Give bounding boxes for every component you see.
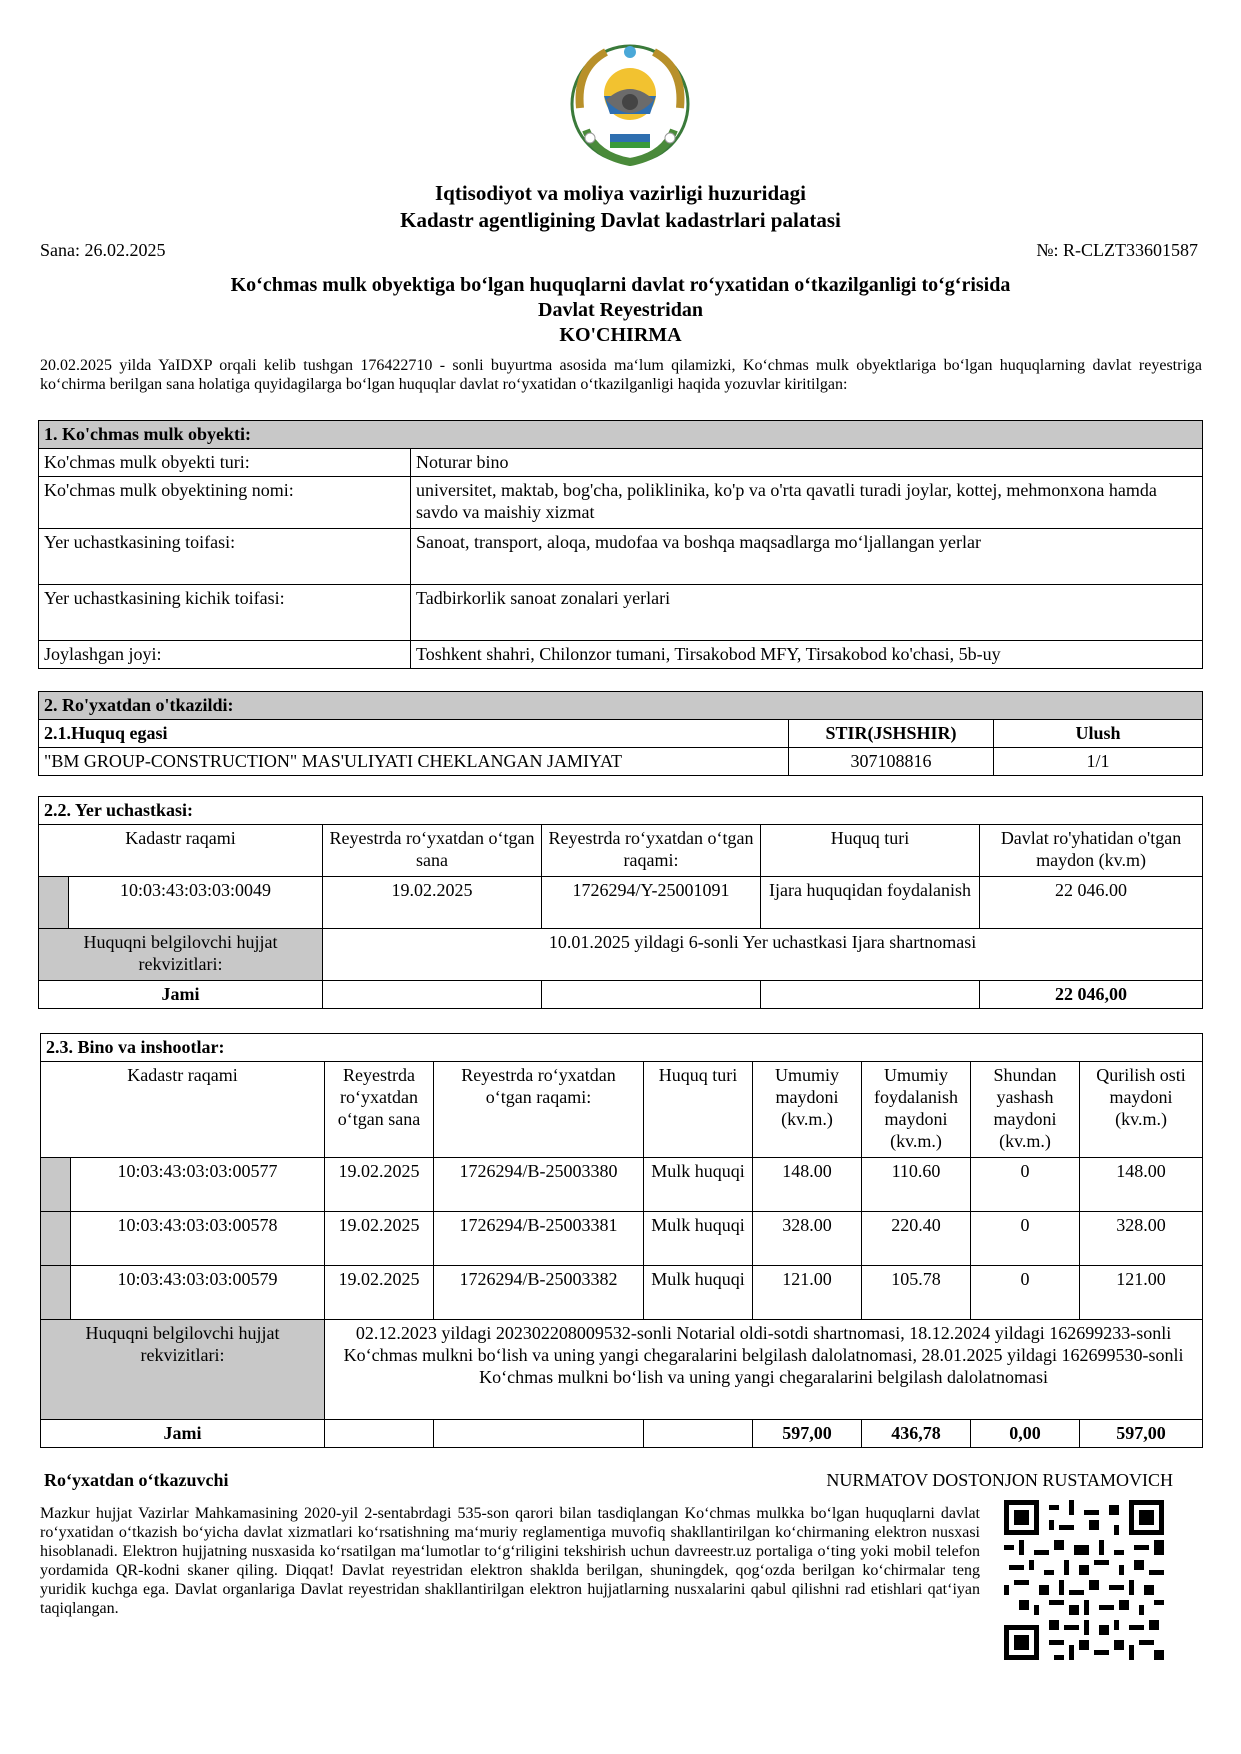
- empty-cell: [434, 1420, 644, 1448]
- building-total-area: 121.00: [753, 1266, 862, 1320]
- column-header: Umumiy maydoni (kv.m.): [753, 1062, 862, 1158]
- building-cadastre: 10:03:43:03:03:00579: [71, 1266, 325, 1320]
- qr-code-icon[interactable]: [1004, 1500, 1164, 1660]
- registrar-name: NURMATOV DOSTONJON RUSTAMOVICH: [826, 1470, 1173, 1490]
- doc-label: Huquqni belgilovchi hujjat rekvizitlari:: [39, 929, 323, 981]
- building-number: 1726294/B-25003381: [434, 1212, 644, 1266]
- section1-label: Joylashgan joyi:: [39, 641, 411, 669]
- living-area-sum: 0,00: [971, 1420, 1080, 1448]
- building-built-area: 148.00: [1080, 1158, 1203, 1212]
- section1-title: 1. Ko'chmas mulk obyekti:: [39, 421, 1203, 449]
- building-common-area: 220.40: [862, 1212, 971, 1266]
- land-right: Ijara huquqidan foydalanish: [761, 877, 980, 929]
- section1-label: Yer uchastkasining toifasi:: [39, 529, 411, 585]
- column-header: Reyestrda roʻyxatdan oʻtgan sana: [325, 1062, 434, 1158]
- building-number: 1726294/B-25003382: [434, 1266, 644, 1320]
- disclaimer-paragraph: Mazkur hujjat Vazirlar Mahkamasining 2020-yil 2-sentabrdagi 535-son qarori bilan tasdiqlangan Koʻchmas mulkka boʻlgan huquqlarni davlat roʻyxatidan oʻtkazish boʻyicha davlat xizmatlari koʻrsatishning maʻmuriy reglamentiga muvofiq shakllantirilgan koʻchirmaning elektron nusxasi hisoblanadi. Elektron hujjatning nusxasida koʻrsatilgan maʻlumotlar toʻgʻriligini tekshirish uchun davreestr.uz portaliga oʻting yoki mobil telefon yordamida QR-kodni skaner qiling. Diqqat! Davlat reyestridan elektron shaklda berilgan, shuningdek, qogʻozda berilgan koʻchirmalar teng yuridik kuchga ega. Davlat organlariga Davlat reyestridan shakllantirilgan elektron hujjatlarning nusxalarini qabul qilishni rad etishlari qatʻiyan taqiqlangan.: [40, 1505, 980, 1617]
- stir-header: STIR(JSHSHIR): [789, 720, 994, 748]
- section22-table: [38, 796, 1203, 1009]
- owner-name: "BM GROUP-CONSTRUCTION" MAS'ULIYATI CHEKLANGAN JAMIYAT: [39, 748, 789, 776]
- document-date: Sana: 26.02.2025: [40, 240, 166, 260]
- share-header: Ulush: [994, 720, 1203, 748]
- building-common-area: 105.78: [862, 1266, 971, 1320]
- intro-paragraph: 20.02.2025 yilda YaIDXP orqali kelib tushgan 176422710 - sonli buyurtma asosida maʻlum qilamizki, Koʻchmas mulk obyektlariga boʻlgan huquqlarning davlat reyestriga koʻchirma berilgan sana holatiga quyidagilarga boʻlgan huquqlar davlat roʻyxatidan oʻtkazilganligi haqida yozuvlar kiritilgan:: [40, 357, 1202, 393]
- doc-label: Huquqni belgilovchi hujjat rekvizitlari:: [41, 1320, 325, 1420]
- total-label: Jami: [39, 981, 323, 1009]
- section2-table: [38, 691, 1203, 776]
- row-marker: [41, 1266, 71, 1320]
- building-number: 1726294/B-25003380: [434, 1158, 644, 1212]
- doc-value: 02.12.2023 yildagi 202302208009532-sonli Notarial oldi-sotdi shartnomasi, 18.12.2024 yildagi 162699233-sonli Koʻchmas mulkni boʻlish va uning yangi chegaralarini belgilash dalolatnomasi, 28.01.2025 yildagi 162699530-sonli Koʻchmas mulkni boʻlish va uning yangi chegaralarini belgilash dalolatnomasi: [325, 1320, 1203, 1420]
- section1-value: Tadbirkorlik sanoat zonalari yerlari: [411, 585, 1203, 641]
- section23-title: 2.3. Bino va inshootlar:: [41, 1034, 1203, 1062]
- building-cadastre: 10:03:43:03:03:00577: [71, 1158, 325, 1212]
- row-marker: [39, 877, 69, 929]
- doc-value: 10.01.2025 yildagi 6-sonli Yer uchastkasi Ijara shartnomasi: [323, 929, 1203, 981]
- column-header: Reyestrda roʻyxatdan oʻtgan raqami:: [542, 825, 761, 877]
- empty-cell: [325, 1420, 434, 1448]
- column-header: Reyestrda roʻyxatdan oʻtgan sana: [323, 825, 542, 877]
- column-header: Kadastr raqami: [41, 1062, 325, 1158]
- section1-label: Ko'chmas mulk obyekti turi:: [39, 449, 411, 477]
- built-area-sum: 597,00: [1080, 1420, 1203, 1448]
- section2-title: 2. Ro'yxatdan o'tkazildi:: [39, 692, 1203, 720]
- title-line-2: Davlat Reyestridan: [538, 299, 703, 321]
- empty-cell: [644, 1420, 753, 1448]
- section1-value: universitet, maktab, bog'cha, poliklinika, ko'p va o'rta qavatli turadi joylar, kottej, mehmonxona hamda savdo va maishiy xizmat: [411, 477, 1203, 529]
- section1-value: Noturar bino: [411, 449, 1203, 477]
- total-area: 22 046,00: [980, 981, 1203, 1009]
- building-total-area: 148.00: [753, 1158, 862, 1212]
- land-date: 19.02.2025: [323, 877, 542, 929]
- total-label: Jami: [41, 1420, 325, 1448]
- land-area: 22 046.00: [980, 877, 1203, 929]
- column-header: Qurilish osti maydoni (kv.m.): [1080, 1062, 1203, 1158]
- section1-table: [38, 420, 1203, 669]
- building-date: 19.02.2025: [325, 1266, 434, 1320]
- total-area-sum: 597,00: [753, 1420, 862, 1448]
- building-built-area: 328.00: [1080, 1212, 1203, 1266]
- building-right: Mulk huquqi: [644, 1158, 753, 1212]
- section1-value: Sanoat, transport, aloqa, mudofaa va boshqa maqsadlarga moʻljallangan yerlar: [411, 529, 1203, 585]
- org-line-1: Iqtisodiyot va moliya vazirligi huzuridagi: [434, 181, 807, 205]
- title-line-1: Koʻchmas mulk obyektiga boʻlgan huquqlarni davlat roʻyxatidan oʻtkazilganligi toʻgʻrisida: [230, 274, 1011, 296]
- registrar-label: Roʻyxatdan oʻtkazuvchi: [44, 1470, 229, 1490]
- owner-header: 2.1.Huquq egasi: [39, 720, 789, 748]
- uzbekistan-coat-of-arms-icon: [566, 38, 694, 166]
- empty-cell: [761, 981, 980, 1009]
- common-area-sum: 436,78: [862, 1420, 971, 1448]
- empty-cell: [542, 981, 761, 1009]
- building-living-area: 0: [971, 1212, 1080, 1266]
- building-living-area: 0: [971, 1266, 1080, 1320]
- column-header: Kadastr raqami: [39, 825, 323, 877]
- owner-share: 1/1: [994, 748, 1203, 776]
- building-common-area: 110.60: [862, 1158, 971, 1212]
- building-cadastre: 10:03:43:03:03:00578: [71, 1212, 325, 1266]
- building-date: 19.02.2025: [325, 1212, 434, 1266]
- section1-label: Ko'chmas mulk obyektining nomi:: [39, 477, 411, 529]
- section23-table: [40, 1033, 1203, 1448]
- column-header: Huquq turi: [644, 1062, 753, 1158]
- section1-label: Yer uchastkasining kichik toifasi:: [39, 585, 411, 641]
- org-line-2: Kadastr agentligining Davlat kadastrlari palatasi: [400, 208, 841, 232]
- title-line-3: KO'CHIRMA: [559, 324, 682, 346]
- section1-value: Toshkent shahri, Chilonzor tumani, Tirsakobod MFY, Tirsakobod ko'chasi, 5b-uy: [411, 641, 1203, 669]
- land-number: 1726294/Y-25001091: [542, 877, 761, 929]
- column-header: Reyestrda roʻyxatdan oʻtgan raqami:: [434, 1062, 644, 1158]
- column-header: Huquq turi: [761, 825, 980, 877]
- row-marker: [41, 1158, 71, 1212]
- building-built-area: 121.00: [1080, 1266, 1203, 1320]
- column-header: Davlat ro'yhatidan o'tgan maydon (kv.m): [980, 825, 1203, 877]
- building-right: Mulk huquqi: [644, 1266, 753, 1320]
- row-marker: [41, 1212, 71, 1266]
- owner-stir: 307108816: [789, 748, 994, 776]
- building-total-area: 328.00: [753, 1212, 862, 1266]
- land-cadastre: 10:03:43:03:03:0049: [69, 877, 323, 929]
- building-living-area: 0: [971, 1158, 1080, 1212]
- document-number: №: R-CLZT33601587: [1036, 240, 1198, 260]
- empty-cell: [323, 981, 542, 1009]
- column-header: Umumiy foydalanish maydoni (kv.m.): [862, 1062, 971, 1158]
- building-right: Mulk huquqi: [644, 1212, 753, 1266]
- building-date: 19.02.2025: [325, 1158, 434, 1212]
- column-header: Shundan yashash maydoni (kv.m.): [971, 1062, 1080, 1158]
- section22-title: 2.2. Yer uchastkasi:: [39, 797, 1203, 825]
